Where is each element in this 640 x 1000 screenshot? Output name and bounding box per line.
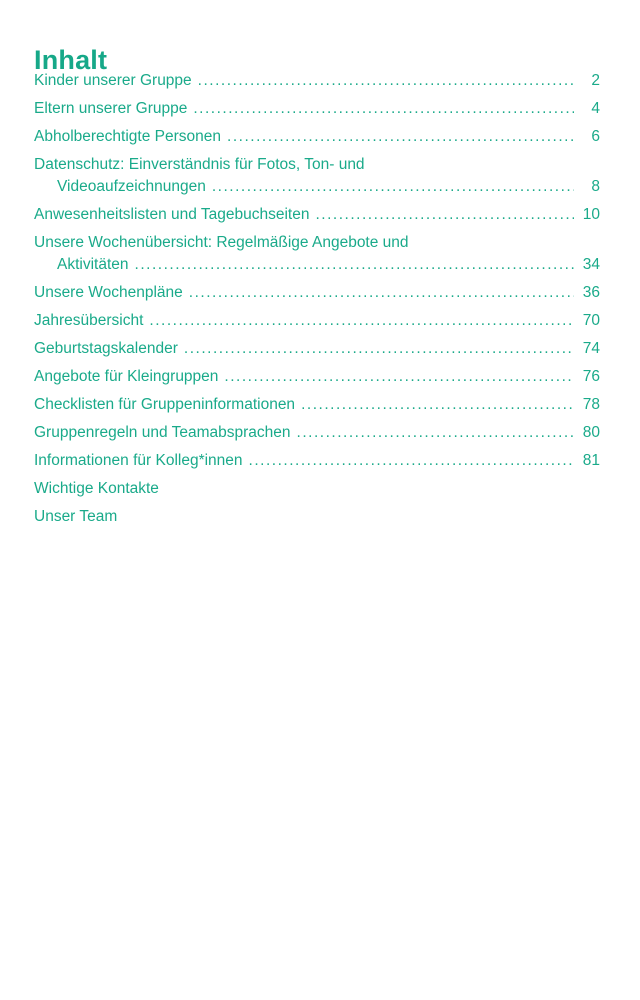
toc-entry-label: Informationen für Kolleg*innen <box>34 452 243 469</box>
toc-entry-abholberechtigte[interactable] <box>34 126 600 148</box>
toc-page-number: 2 <box>591 72 600 89</box>
toc-page-number: 74 <box>582 340 600 357</box>
toc-page-number: 36 <box>582 284 600 301</box>
toc-page-number: 10 <box>582 206 600 223</box>
toc-page-number: 80 <box>582 424 600 441</box>
dot-leader <box>184 338 574 360</box>
toc-entry-label: Jahresübersicht <box>34 312 144 329</box>
toc-entry-wochenuebersicht[interactable] <box>34 232 600 276</box>
toc-entry-label: Unsere Wochenübersicht: Regelmäßige Angebote und <box>34 234 409 251</box>
toc-entry-jahresuebersicht[interactable] <box>34 310 600 332</box>
dot-leader <box>224 366 574 388</box>
toc-page-number: 70 <box>582 312 600 329</box>
toc-entry-informationen[interactable] <box>34 450 600 472</box>
dot-leader <box>297 422 574 444</box>
toc-page-number: 34 <box>582 256 600 273</box>
dot-leader <box>149 310 574 332</box>
toc-entry-label-continued: Aktivitäten <box>57 256 129 273</box>
toc-entry-wichtige-kontakte[interactable] <box>34 478 600 500</box>
toc-entry-gruppenregeln[interactable] <box>34 422 600 444</box>
toc-page-number: 6 <box>591 128 600 145</box>
toc-entry-label: Gruppenregeln und Teamabsprachen <box>34 424 291 441</box>
dot-leader <box>301 394 574 416</box>
toc-entry-datenschutz[interactable] <box>34 154 600 198</box>
dot-leader <box>193 98 574 120</box>
toc-entry-label: Unsere Wochenpläne <box>34 284 183 301</box>
toc-entry-geburtstagskalender[interactable] <box>34 338 600 360</box>
toc-entry-eltern[interactable] <box>34 98 600 120</box>
page-title: Inhalt <box>34 45 108 76</box>
toc-entry-wochenplaene[interactable] <box>34 282 600 304</box>
toc-entry-unser-team[interactable] <box>34 506 600 528</box>
toc-entry-kleingruppen[interactable] <box>34 366 600 388</box>
toc-entry-label: Kinder unserer Gruppe <box>34 72 192 89</box>
toc-entry-label: Anwesenheitslisten und Tagebuchseiten <box>34 206 310 223</box>
dot-leader <box>135 254 574 276</box>
toc-entry-label: Checklisten für Gruppeninformationen <box>34 396 296 413</box>
dot-leader <box>249 450 574 472</box>
dot-leader <box>189 282 574 304</box>
table-of-contents <box>34 70 600 534</box>
toc-entry-label-continued: Videoaufzeichnungen <box>57 178 206 195</box>
toc-page-number: 4 <box>591 100 600 117</box>
toc-page-number: 78 <box>582 396 600 413</box>
toc-page-number: 81 <box>582 452 600 469</box>
toc-entry-label: Wichtige Kontakte <box>34 480 159 497</box>
dot-leader <box>212 176 574 198</box>
toc-entry-checklisten[interactable] <box>34 394 600 416</box>
toc-entry-label: Angebote für Kleingruppen <box>34 368 219 385</box>
toc-entry-label: Abholberechtigte Personen <box>34 128 221 145</box>
toc-entry-anwesenheitslisten[interactable] <box>34 204 600 226</box>
dot-leader <box>198 70 574 92</box>
toc-page-number: 8 <box>591 178 600 195</box>
toc-entry-label: Eltern unserer Gruppe <box>34 100 188 117</box>
toc-entry-label: Datenschutz: Einverständnis für Fotos, Ton- und <box>34 156 365 173</box>
dot-leader <box>227 126 574 148</box>
toc-page-number: 76 <box>582 368 600 385</box>
toc-entry-kinder[interactable] <box>34 70 600 92</box>
toc-entry-label: Geburtstagskalender <box>34 340 178 357</box>
toc-entry-label: Unser Team <box>34 508 118 525</box>
dot-leader <box>315 204 574 226</box>
